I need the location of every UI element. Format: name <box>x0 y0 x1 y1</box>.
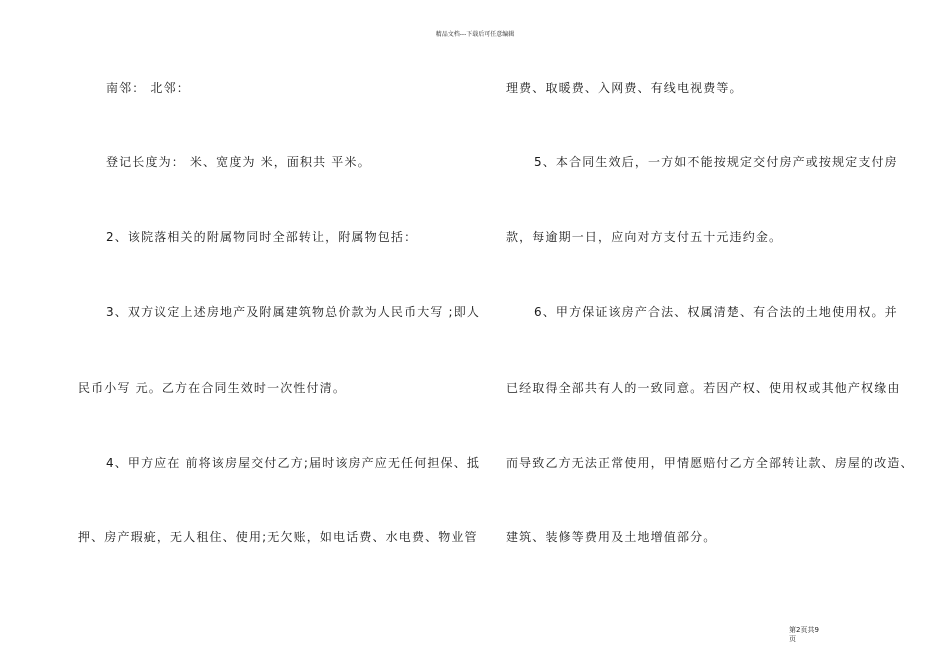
page-number <box>789 626 849 644</box>
text-line-clause-4-end: 理费、取暖费、入网费、有线电视费等。 <box>506 81 743 95</box>
text-line-clause-3: 3、双方议定上述房地产及附属建筑物总价款为人民币大写 ;即人 <box>106 305 480 319</box>
text-line-south-north-neighbors: 南邻： 北邻： <box>106 81 190 95</box>
text-line-clause-5-continued: 款，每逾期一日，应向对方支付五十元违约金。 <box>506 230 783 244</box>
text-line-clause-6-continued-3: 建筑、装修等费用及土地增值部分。 <box>506 530 717 544</box>
text-line-registered-dimensions: 登记长度为： 米、宽度为 米，面积共 平米。 <box>106 155 371 169</box>
text-line-clause-6: 6、甲方保证该房产合法、权属清楚、有合法的土地使用权。并 <box>534 305 898 319</box>
text-line-clause-3-continued: 民币小写 元。乙方在合同生效时一次性付清。 <box>78 381 346 395</box>
text-line-clause-4: 4、甲方应在 前将该房屋交付乙方;届时该房产应无任何担保、抵 <box>106 456 480 470</box>
text-line-clause-6-continued-2: 而导致乙方无法正常使用，甲情愿赔付乙方全部转让款、房屋的改造、 <box>506 456 914 470</box>
text-line-clause-4-continued: 押、房产瑕疵，无人租住、使用;无欠账，如电话费、水电费、物业管 <box>78 530 478 544</box>
text-line-clause-6-continued-1: 已经取得全部共有人的一致同意。若因产权、使用权或其他产权缘由 <box>506 381 901 395</box>
page-number-line-1: 第2页共9 <box>789 626 819 634</box>
text-line-clause-5: 5、本合同生效后，一方如不能按规定交付房产或按规定支付房 <box>534 155 898 169</box>
page-header: 精品文档---下载后可任意编辑 <box>435 31 515 38</box>
text-line-clause-2: 2、该院落相关的附属物同时全部转让，附属物包括： <box>106 230 418 244</box>
page-number-line-2: 页 <box>789 635 796 643</box>
